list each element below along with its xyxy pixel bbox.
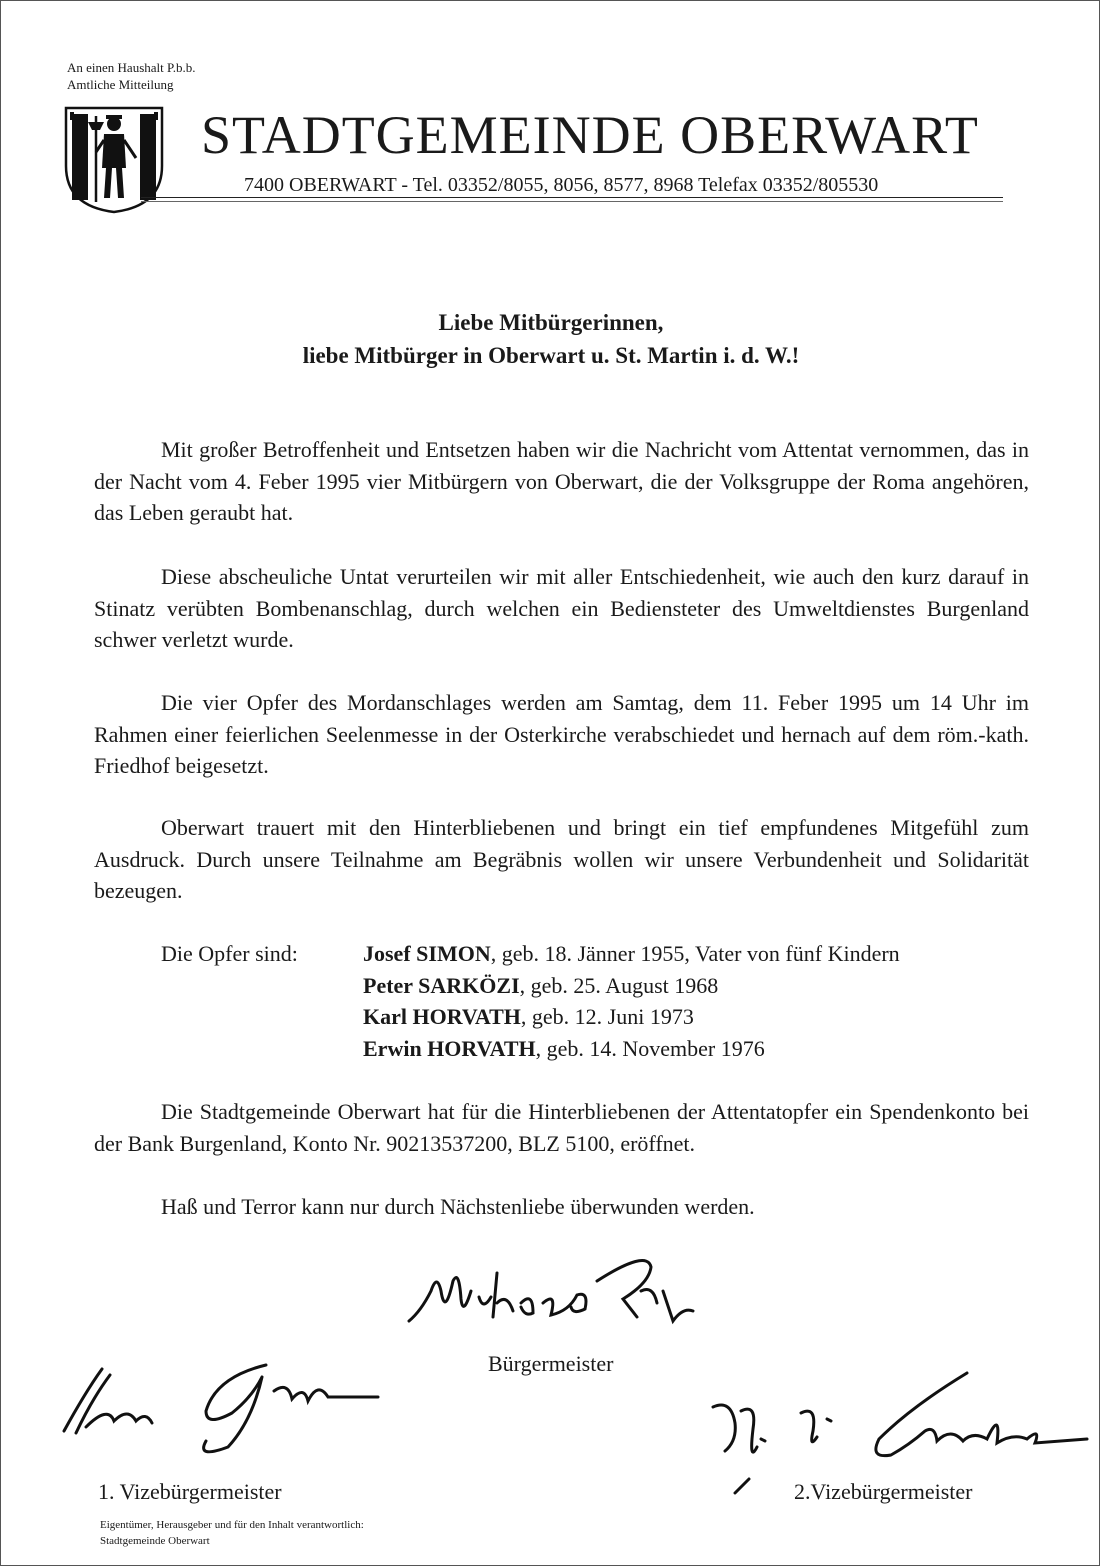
vice-mayor-1-title: 1. Vizebürgermeister [98,1479,282,1504]
victim-details: , geb. 14. November 1976 [535,1035,765,1061]
victim-details: , geb. 25. August 1968 [519,972,719,998]
publisher-footer [100,1517,364,1549]
victim-name: Peter SARKÖZI [363,972,520,998]
header-rule-thin [141,201,1003,202]
paragraph-funeral: Die vier Opfer des Mordanschlages werden am Samtag, dem 11. Feber 1995 um 14 Uhr im Rahmen einer feierlichen Seelenmesse in der Osterkirche verabschiedet und hernach auf dem röm.-kath. Friedhof beigesetzt. [94,690,1029,778]
victim-name: Josef SIMON [363,941,491,966]
municipality-title: STADTGEMEINDE OBERWART [201,105,979,165]
salutation-line-2: liebe Mitbürger in Oberwart u. St. Martin i. d. W.! [302,343,800,368]
victim-name: Erwin HORVATH [363,1035,536,1061]
victim-row [363,938,900,970]
postal-line-2: Amtliche Mitteilung [67,77,174,92]
victim-details: , geb. 12. Juni 1973 [520,1004,694,1029]
mayor-title: Bürgermeister [488,1351,614,1376]
paragraph-attack-news: Mit großer Betroffenheit und Entsetzen haben wir die Nachricht vom Attentat vernommen, das in der Nacht vom 4. Feber 1995 vier Mitbürgern von Oberwart, die der Volksgruppe der Roma angehören, das Leben geraubt hat. [94,437,1029,525]
victim-details: , geb. 18. Jänner 1955, Vater von fünf Kindern [490,941,900,966]
victim-name: Karl HORVATH [363,1004,521,1029]
footer-line-2: Stadtgemeinde Oberwart [100,1535,210,1547]
closing-statement: Haß und Terror kann nur durch Nächstenliebe überwunden werden. [161,1194,755,1219]
victims-label: Die Opfer sind: [161,941,298,966]
mayor-signature-icon [401,1251,711,1341]
header-rule [141,197,1003,198]
contact-address: 7400 OBERWART - Tel. 03352/8055, 8056, 8577, 8968 Telefax 03352/805530 [244,174,879,196]
salutation-line-1: Liebe Mitbürgerinnen, [438,310,664,335]
postal-line-1: An einen Haushalt P.b.b. [67,60,196,75]
vice-mayor-2-title: 2.Vizebürgermeister [794,1479,973,1504]
footer-line-1: Eigentümer, Herausgeber und für den Inhalt verantwortlich: [100,1519,364,1531]
victims-list [363,938,900,1064]
victim-row [363,1001,900,1033]
paragraph-donation: Die Stadtgemeinde Oberwart hat für die Hinterbliebenen der Attentatopfer ein Spendenkonto bei der Bank Burgenland, Konto Nr. 90213537200, BLZ 5100, eröffnet. [94,1099,1029,1156]
paragraph-condemnation: Diese abscheuliche Untat verurteilen wir mit aller Entschiedenheit, wie auch den kurz darauf in Stinatz verübten Bombenanschlag, durch welchen ein Bediensteter des Umweltdienstes Burgenland schwer verletzt wurde. [94,564,1029,652]
vice-mayor-1-signature-icon [56,1351,386,1461]
victim-row [363,1033,900,1065]
victim-row [363,970,900,1002]
postal-notice [67,59,196,93]
paragraph-mourning: Oberwart trauert mit den Hinterbliebenen und bringt ein tief empfundenes Mitgefühl zum Ausdruck. Durch unsere Teilnahme am Begräbnis wollen wir unsere Verbundenheit und Solidarität bezeugen. [94,815,1029,903]
